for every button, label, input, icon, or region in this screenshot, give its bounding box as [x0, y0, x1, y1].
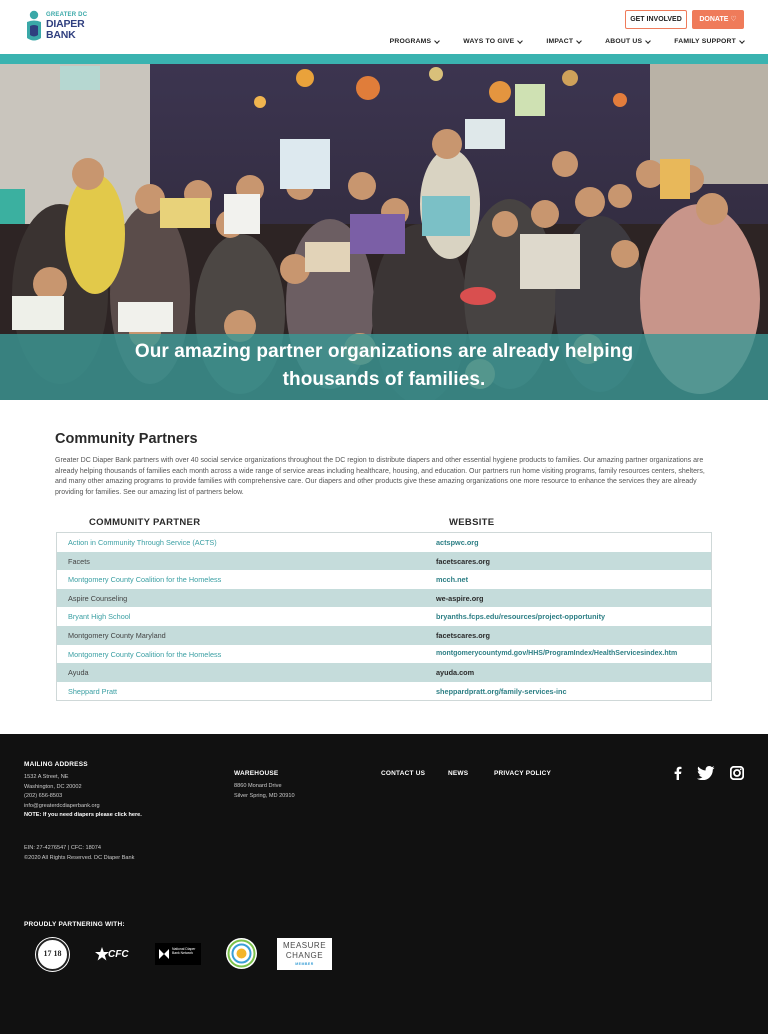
logo-mark-icon [24, 10, 44, 44]
partner-website-link[interactable]: actspwc.org [436, 538, 479, 547]
header-accent-bar [0, 54, 768, 64]
donate-button[interactable] [692, 10, 744, 29]
mailing-line: 1532 A Street, NE [24, 774, 69, 780]
member-text: MEMBER [295, 962, 314, 966]
table-row [57, 552, 711, 571]
partner-website-link[interactable]: sheppardpratt.org/family-services-inc [436, 686, 567, 696]
measure-text: MEASURE [282, 941, 327, 950]
nav-about-us-label: ABOUT US [605, 38, 643, 45]
site-logo[interactable] [24, 10, 88, 46]
chevron-down-icon [434, 38, 440, 44]
change-text: CHANGE [285, 951, 324, 960]
star-icon [95, 947, 109, 961]
news-link[interactable]: NEWS [448, 770, 469, 777]
partner-website-link[interactable]: facetscares.org [436, 631, 490, 640]
nav-about-us[interactable] [605, 38, 650, 45]
butterfly-icon [158, 948, 170, 960]
need-diapers-link[interactable]: NOTE: If you need diapers please click here. [24, 812, 142, 818]
hero-caption [0, 338, 768, 394]
partner-logo-cfc-text: CFC [108, 949, 129, 960]
mailing-line: Washington, DC 20002 [24, 783, 82, 790]
section-description: Greater DC Diaper Bank partners with over 40 social service organizations throughout the DC region to distribute diapers and other essential hygiene products to families. Our amazing partner organizations are already helping thousands of families each month across a wide range of service areas including healthcare, housing, and education. Our partners run home visiting programs, family resources centers, shelters, and many other amazing programs to provide families with comprehensive care. Our diapers and other products give these amazing organizations one more resource to enhance the services they are already providing for families. See our amazing list of partners below. [55, 457, 705, 496]
nav-programs[interactable] [390, 38, 440, 45]
mailing-address-heading: MAILING ADDRESS [24, 761, 88, 768]
partner-name: Ayuda [68, 668, 89, 678]
partner-name-link[interactable]: Montgomery County Coalition for the Homeless [68, 575, 222, 585]
partner-website-link[interactable]: facetscares.org [436, 556, 490, 566]
partner-logo-ndbn[interactable] [155, 943, 201, 965]
privacy-policy-link[interactable]: PRIVACY POLICY [494, 770, 552, 777]
donate-label: DONATE [699, 16, 729, 23]
facebook-icon[interactable] [671, 766, 685, 780]
partner-name-link[interactable]: Action in Community Through Service (ACTS) [68, 538, 217, 547]
table-row [57, 607, 711, 626]
site-footer [0, 734, 768, 1034]
partner-name-link[interactable]: Montgomery County Coalition for the Homeless [68, 649, 222, 659]
partner-logo-measure-change[interactable] [277, 938, 332, 970]
hero-caption-line-2: thousands of families. [282, 369, 486, 390]
partner-name: Montgomery County Maryland [68, 631, 166, 640]
partner-name: Facets [68, 556, 90, 566]
warehouse-line: Silver Spring, MD 20910 [234, 792, 295, 799]
hero-banner [0, 64, 768, 400]
table-row [57, 663, 711, 682]
nav-impact[interactable] [546, 38, 581, 45]
nav-ways-to-give-label: WAYS TO GIVE [463, 38, 515, 45]
table-row [57, 533, 711, 552]
nav-family-support-label: FAMILY SUPPORT [674, 38, 736, 45]
chevron-down-icon [518, 38, 524, 44]
partner-website-link[interactable]: bryanths.fcps.edu/resources/project-opportunity [436, 612, 606, 622]
table-row [57, 645, 711, 664]
nav-ways-to-give[interactable] [463, 38, 522, 45]
partner-logo-ndbn-text: National Diaper Bank Network [172, 947, 196, 956]
logo-line-2: BANK [46, 29, 76, 41]
partner-website-link[interactable]: ayuda.com [436, 668, 475, 678]
table-row [57, 626, 711, 645]
instagram-icon[interactable] [730, 766, 744, 780]
contact-us-link[interactable]: CONTACT US [381, 770, 426, 777]
partner-website-link[interactable]: montgomerycountymd.gov/HHS/ProgramIndex/HealthServicesindex.htm [436, 649, 678, 657]
partner-logo-1718[interactable] [36, 938, 69, 971]
logo-line-1: DIAPER [46, 18, 85, 30]
email-link[interactable]: info@greaterdcdiaperbank.org [24, 802, 100, 809]
partner-name-link[interactable]: Bryant High School [68, 612, 131, 622]
chevron-down-icon [645, 38, 651, 44]
nav-programs-label: PROGRAMS [389, 38, 432, 45]
partner-logo-circle-badge[interactable] [226, 938, 257, 969]
warehouse-line: 8860 Monard Drive [234, 783, 282, 789]
partner-logo-1718-text: 17 18 [43, 949, 62, 958]
table-row [57, 589, 711, 608]
partnering-heading: PROUDLY PARTNERING WITH: [24, 921, 125, 928]
chevron-down-icon [576, 38, 582, 44]
column-header-website: WEBSITE [449, 517, 495, 528]
table-row [57, 682, 711, 701]
partner-website-link[interactable]: mcch.net [436, 575, 469, 585]
twitter-icon[interactable] [697, 766, 715, 780]
partner-name-link[interactable]: Sheppard Pratt [68, 686, 118, 696]
main-nav [366, 38, 744, 45]
partner-name: Aspire Counseling [68, 593, 128, 603]
logo-text-small: GREATER DC [46, 12, 88, 18]
logo-text-big [46, 19, 84, 41]
partner-website-link[interactable]: we-aspire.org [436, 593, 484, 603]
nav-impact-label: IMPACT [546, 38, 574, 45]
phone-link[interactable]: (202) 656-8503 [24, 793, 63, 799]
heart-icon: ♡ [730, 16, 737, 23]
table-row [57, 570, 711, 589]
hero-caption-line-1: Our amazing partner organizations are already helping [134, 341, 634, 362]
nav-family-support[interactable] [674, 38, 744, 45]
column-header-partner: COMMUNITY PARTNER [89, 517, 201, 528]
badge-seal-icon [226, 938, 257, 969]
warehouse-heading: WAREHOUSE [234, 770, 279, 777]
partners-table [56, 532, 712, 701]
copyright-text: ©2020 All Rights Reserved. DC Diaper Bank [24, 854, 135, 861]
site-header [0, 0, 768, 54]
get-involved-button[interactable]: GET INVOLVED [625, 10, 687, 29]
ein-text: EIN: 27-4276547 | CFC: 18074 [24, 845, 102, 851]
section-title: Community Partners [55, 431, 198, 447]
partner-logo-cfc[interactable] [95, 938, 133, 971]
chevron-down-icon [739, 38, 745, 44]
